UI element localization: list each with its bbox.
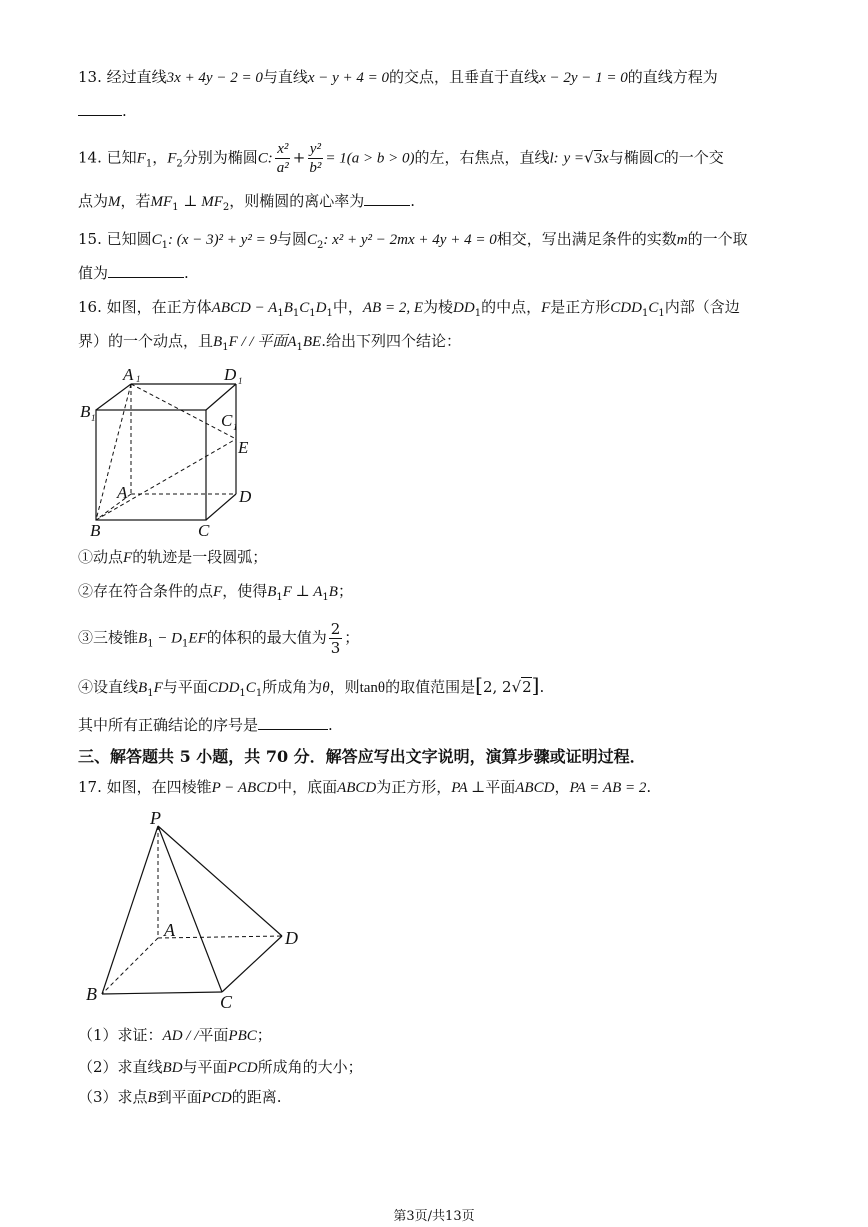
label-d1: D	[224, 365, 237, 384]
q14-line1: 14. 已知$F_1$，$F_2$分别为椭圆C: $\frac{\text{x²}}{\text{a²}}$ + $\frac{\text{y²}}{\text{b²}}$ = 1(a > b > 0)的左，右焦点，直线l: y =√3x与椭圆C的一个交	[78, 141, 724, 176]
edge	[206, 384, 236, 410]
q16-final: 其中所有正确结论的序号是 .	[78, 716, 333, 734]
label-d: D	[239, 487, 252, 506]
q17-sub-2: （2）求直线BD与平面PCD所成角的大小；	[78, 1058, 363, 1076]
q17-number: 17.	[78, 778, 102, 796]
q17-sub-1: （1）求证：AD / /平面PBC；	[78, 1026, 272, 1044]
q13-line2: .	[78, 100, 127, 122]
q17-line1: 17. 如图，在四棱锥P − ABCD中，底面ABCD为正方形，PA ⊥平面ABCD，PA = AB = 2.	[78, 778, 652, 796]
answer-blank	[108, 263, 184, 278]
q14-line2: 点为M，若$MF_1$ ⊥ $MF_2$，则椭圆的离心率为 .	[78, 192, 416, 213]
q13-line1: 13. 经过直线3x + 4y − 2 = 0与直线x − y + 4 = 0的交点，且垂直于直线x − 2y − 1 = 0的直线方程为	[78, 68, 718, 86]
q16-number: 16.	[78, 298, 102, 316]
label-c1: C	[221, 411, 233, 430]
svg-text:1: 1	[238, 376, 243, 386]
q15-line2: 值为 .	[78, 264, 189, 282]
q17-sub-3: （3）求点B到平面PCD的距离.	[78, 1088, 282, 1106]
q14-number: 14.	[78, 148, 102, 167]
svg-text:1: 1	[233, 422, 238, 432]
edge-cd	[222, 936, 282, 992]
edge-pb	[102, 826, 158, 994]
q16-option-4: ④设直线$B_1F$与平面$CDD_1C_1$所成角为θ，则tanθ的取值范围是[2, 2√2].	[78, 673, 545, 699]
cube-figure	[76, 362, 266, 540]
edge-pd	[158, 826, 282, 936]
label-b: B	[86, 984, 97, 1004]
label-e: E	[238, 438, 249, 457]
fraction: $\frac{2}{3}$	[330, 620, 341, 657]
label-d: D	[285, 928, 298, 948]
label-a1: A	[123, 365, 134, 384]
answer-blank	[78, 101, 122, 116]
label-c: C	[220, 992, 233, 1008]
label-b: B	[90, 521, 101, 540]
edge-ad	[158, 936, 282, 938]
q16-option-2: ②存在符合条件的点F，使得$B_1F$ ⊥ $A_1B$；	[78, 582, 353, 603]
q15-line1: 15. 已知圆$C_1$: (x − 3)² + y² = 9与圆$C_2$: x² + y² − 2mx + 4y + 4 = 0相交，写出满足条件的实数m的一个取	[78, 230, 748, 251]
label-b1: B	[80, 402, 91, 421]
fraction: $\frac{\text{y²}}{\text{b²}}$	[309, 141, 322, 176]
answer-blank	[364, 191, 410, 206]
front-face	[96, 410, 206, 520]
svg-text:1: 1	[136, 374, 141, 384]
q16-line1: 16. 如图，在正方体ABCD − $A_1B_1C_1D_1$中，AB = 2, E为棱$DD_1$的中点，F是正方形$CDD_1C_1$内部（含边	[78, 298, 740, 319]
page-footer: 第3页/共13页	[393, 1209, 475, 1224]
edge-ab	[102, 938, 158, 994]
q16-line2: 界）的一个动点，且$B_1F$ / / 平面$A_1BE$.给出下列四个结论：	[78, 332, 461, 353]
edge	[206, 494, 236, 520]
section-3-heading: 三、解答题共 5 小题，共 70 分．解答应写出文字说明，演算步骤或证明过程．	[78, 747, 646, 766]
label-p: P	[150, 808, 161, 828]
label-a: A	[117, 483, 128, 502]
pyramid-figure	[80, 808, 320, 1008]
segment-be	[96, 439, 236, 520]
q16-option-3: ③三棱锥$B_1 - D_1EF$的体积的最大值为 $\frac{2}{3}$ ；	[78, 620, 360, 657]
edge-pc	[158, 826, 222, 992]
answer-blank	[258, 715, 328, 730]
label-c: C	[198, 521, 210, 540]
edge-bc	[102, 992, 222, 994]
svg-text:1: 1	[91, 413, 96, 423]
q16-option-1: ①动点F的轨迹是一段圆弧；	[78, 548, 268, 566]
fraction: $\frac{\text{x²}}{\text{a²}}$	[276, 141, 289, 176]
q13-number: 13.	[78, 68, 102, 86]
q15-number: 15.	[78, 230, 102, 248]
label-a: A	[164, 920, 175, 940]
